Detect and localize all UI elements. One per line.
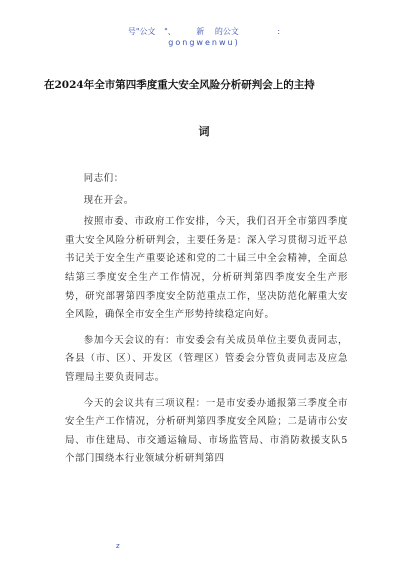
body-paragraph: 今天的会议共有三项议程：一是市安委办通报第三季度全市安全生产工作情况，分析研判第四季度安全风险；二是请市公安局、市住建局、市交通运输局、市场监管局、市消防救援支队5个部门围绕本行业领域分析研判第四 (65, 397, 348, 465)
body-paragraph: 参加今天会议的有：市安委会有关成员单位主要负责同志，各县（市、区）、开发区（管理区）管委会分管负责同志及应急管理局主要负责同志。 (65, 334, 348, 383)
header-fragment: "、 (164, 27, 176, 36)
salutation: 同志们： (83, 173, 124, 184)
document-title: 在2024年全市第四季度重大安全风险分析研判会上的主持 (44, 79, 315, 91)
header-line-1 (0, 26, 408, 37)
header-line-2: gongwenwu) (168, 38, 240, 47)
body-paragraph: 按照市委、市政府工作安排，今天，我们召开全市第四季度重大安全风险分析研判会，主要任务是：深入学习贯彻习近平总书记关于安全生产重要论述和党的二十届三中全会精神，全面总结第三季度安全生产工作情况，分析研判第四季度安全生产形势，研究部署第四季度安全防范重点工作，坚决防范化解重大安全风险，确保全市安全生产形势持续稳定向好。 (65, 216, 348, 321)
header-fragment: 号"公文 (127, 27, 156, 36)
header-fragment: : (277, 27, 281, 36)
footer-mark: z (116, 542, 120, 550)
header-fragment: 的公文 (214, 27, 239, 36)
opening-line: 现在开会。 (83, 194, 134, 206)
document-body (65, 170, 348, 476)
document-title-continuation: 词 (198, 125, 210, 138)
header-fragment: 新 (196, 27, 205, 36)
page-header (0, 26, 408, 48)
